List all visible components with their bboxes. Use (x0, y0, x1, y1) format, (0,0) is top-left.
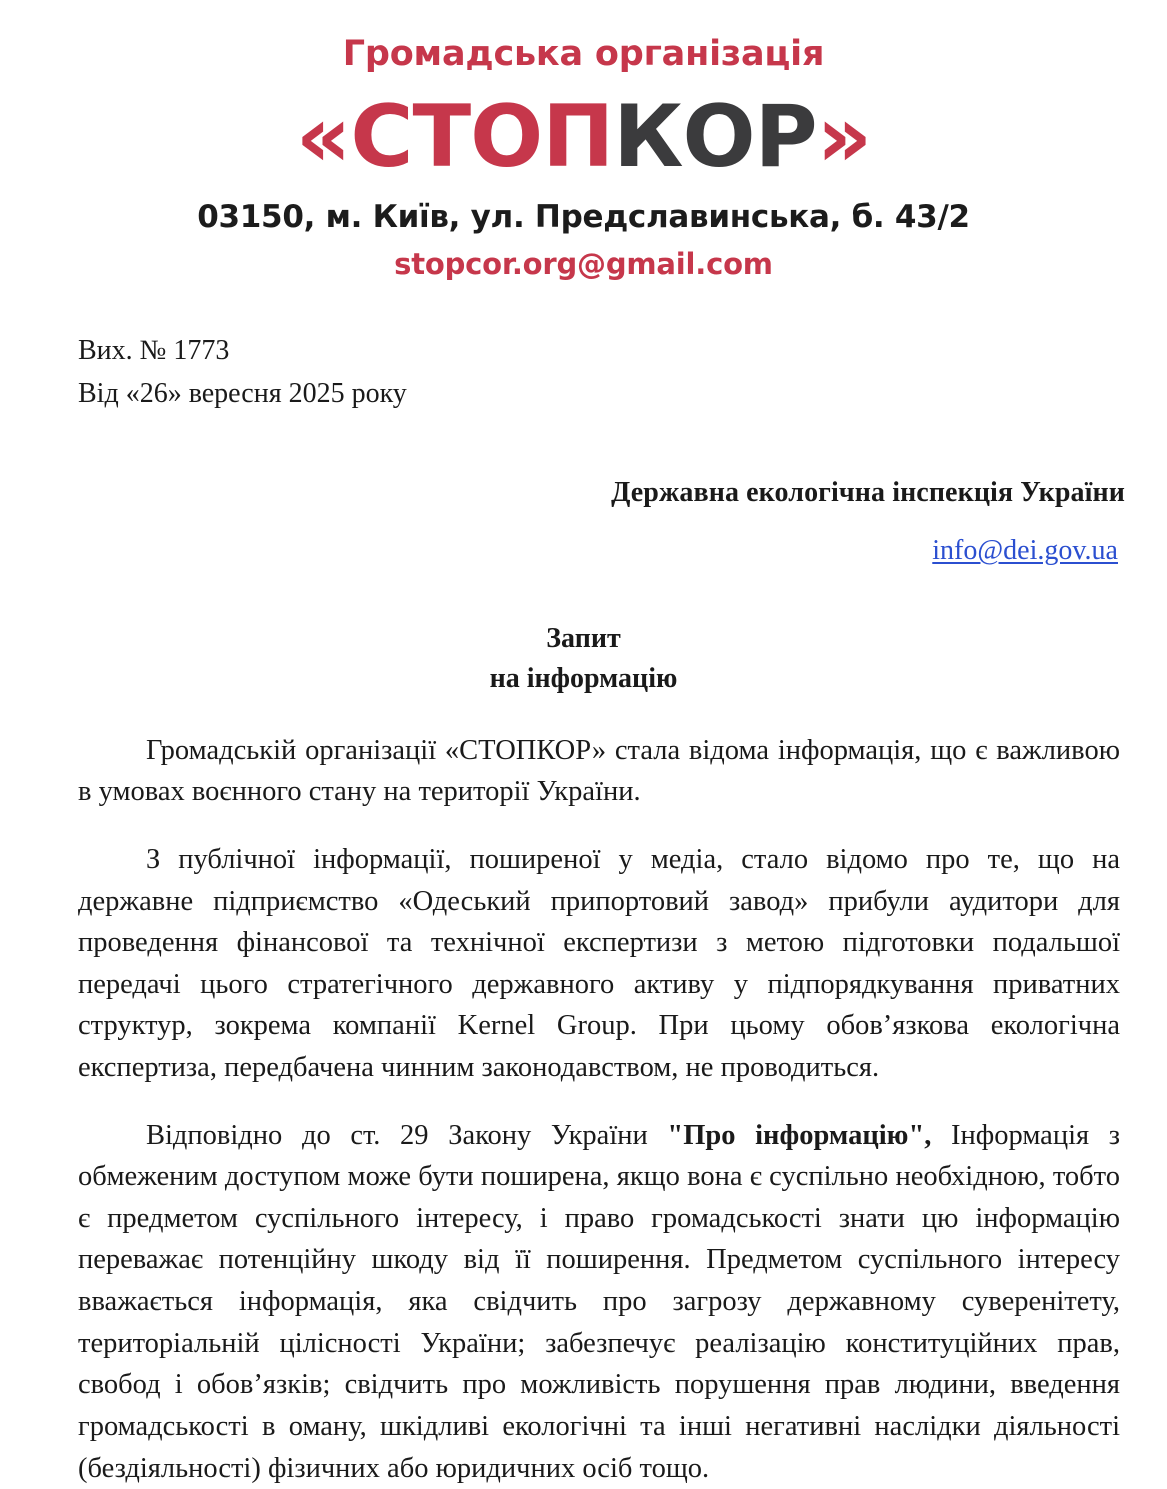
body-paragraph-3 (78, 1115, 1120, 1489)
logo-open-guillemet: « (295, 86, 351, 187)
logo-text-kor: КОР (613, 86, 817, 187)
letterhead-address: 03150, м. Київ, ул. Предславинська, б. 43/2 (197, 199, 970, 236)
logo-close-guillemet: » (816, 86, 872, 187)
reference-block (78, 330, 1167, 415)
addressee-organization: Державна екологічна інспекція України (611, 477, 1125, 509)
document-title (0, 619, 1167, 700)
document-title-line-1: Запит (546, 623, 621, 655)
addressee-email-link[interactable]: info@dei.gov.ua (932, 535, 1118, 567)
body-paragraph-2: З публічної інформації, поширеної у медіа, стало відомо про те, що на державне підприємство «Одеський припортовий завод» прибули аудитори для проведення фінансової та технічної експертизи з метою підготовки подальшої передачі цього стратегічного державного активу у підпорядкування приватних структур, зокрема компанії Kernel Group. При цьому обов’язкова екологічна експертиза, передбачена чинним законодавством, не проводиться. (78, 844, 1120, 1084)
document-body (78, 730, 1120, 1489)
letterhead-email: stopcor.org@gmail.com (394, 247, 773, 282)
letterhead (0, 0, 1167, 281)
document-title-line-2: на інформацію (489, 663, 678, 695)
law-name-bold: "Про інформацію", (667, 1119, 932, 1151)
organization-type-line: Громадська організація (342, 34, 825, 74)
stopcor-logo (0, 86, 1167, 187)
addressee-block (0, 477, 1125, 567)
addressee-email-row (0, 535, 1125, 567)
outgoing-number: Вих. № 1773 (78, 335, 230, 367)
document-date: Від «26» вересня 2025 року (78, 377, 407, 409)
law-reference-continuation: Інформація з обмеженим доступом може бути поширена, якщо вона є суспільно необхідною, тобто є предметом суспільного інтересу, і право громадськості знати цю інформацію переважає потенційну шкоду від її поширення. Предметом суспільного інтересу вважається інформація, яка свідчить про загрозу державному суверенітету, територіальній цілісності України; забезпечує реалізацію конституційних прав, свобод і обов’язків; свідчить про можливість порушення прав людини, введення громадськості в оману, шкідливі екологічні та інші негативні наслідки діяльності (бездіяльності) фізичних або юридичних осіб тощо. (78, 1119, 1120, 1484)
logo-text-stop: СТОП (350, 86, 614, 187)
law-reference-lead-in: Відповідно до ст. 29 Закону України (146, 1119, 668, 1151)
body-paragraph-1: Громадській організації «СТОПКОР» стала відома інформація, що є важливою в умовах воєнного стану на території України. (78, 734, 1120, 808)
